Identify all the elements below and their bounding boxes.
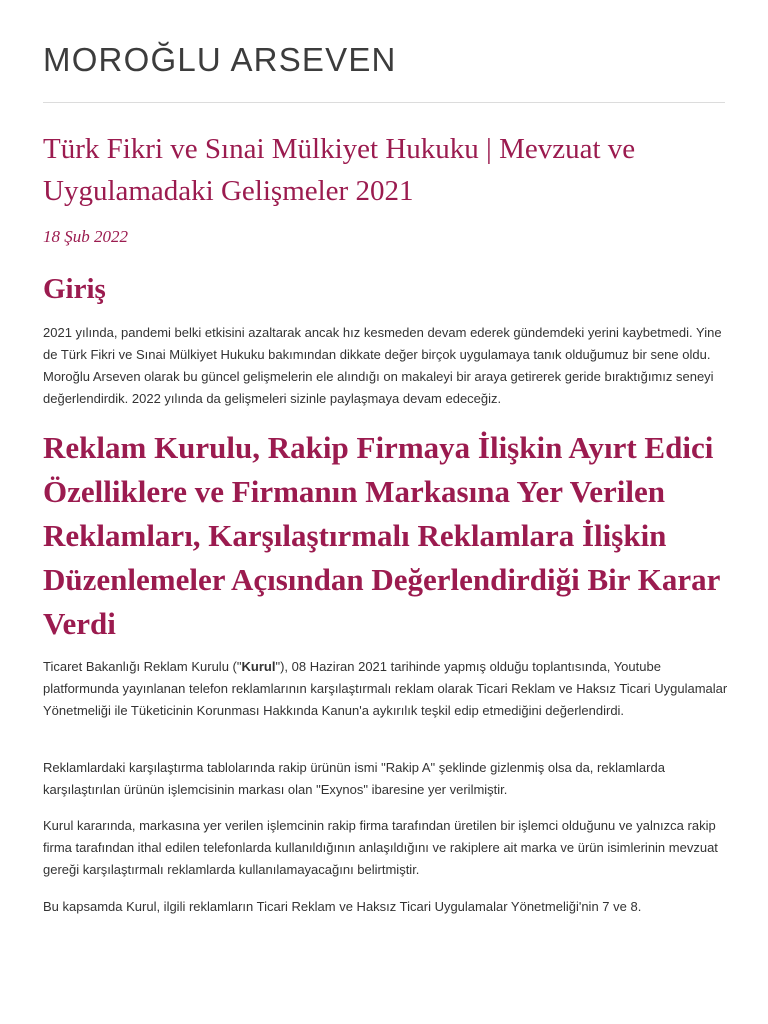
section-heading: Reklam Kurulu, Rakip Firmaya İlişkin Ayırt Edici Özelliklere ve Firmanın Markasına Yer Verilen Reklamları, Karşılaştırmalı Reklamlara İlişkin Düzenlemeler Açısından Değerlendirdiği Bir Karar Verdi <box>43 430 720 641</box>
intro-paragraph: 2021 yılında, pandemi belki etkisini azaltarak ancak hız kesmeden devam ederek gündemdeki yerini kaybetmedi. Yine de Türk Fikri ve Sınai Mülkiyet Hukuku bakımından dikkate değer birçok uygulamaya tanık olduğumuz bir sene oldu. Moroğlu Arseven olarak bu güncel gelişmelerin ele alındığı on makaleyi bir araya getirerek geride bıraktığımız seneyi değerlendirdik. 2022 yılında da gelişmeleri sizinle paylaşmaya devam edeceğiz. <box>43 325 722 406</box>
article-title: Türk Fikri ve Sınai Mülkiyet Hukuku | Mevzuat ve Uygulamadaki Gelişmeler 2021 <box>43 133 636 207</box>
body-paragraph-2: Reklamlardaki karşılaştırma tablolarında rakip ürünün ismi "Rakip A" şeklinde gizlenmiş olsa da, reklamlarda karşılaştırılan ürünün işlemcisinin markası olan "Exynos" ibaresine yer verilmiştir. <box>43 760 665 797</box>
p1-text-after: "), 08 Haziran 2021 tarihinde yapmış olduğu toplantısında, Youtube platformunda yayınlanan telefon reklamlarının karşılaştırmalı reklam olarak Ticari Reklam ve Haksız Ticari Uygulamalar Yönetmeliği ile Tüketicinin Korunması Hakkında Kanun'a aykırılık teşkil edip etmediğini değerlendirdi. <box>43 659 728 718</box>
intro-heading: Giriş <box>43 273 106 305</box>
p1-text-before: Ticaret Bakanlığı Reklam Kurulu (" <box>43 659 242 674</box>
body-paragraph-4: Bu kapsamda Kurul, ilgili reklamların Ticari Reklam ve Haksız Ticari Uygulamalar Yönetmeliği'nin 7 ve 8. <box>43 899 642 914</box>
body-paragraph-3: Kurul kararında, markasına yer verilen işlemcinin rakip firma tarafından üretilen bir işlemci olduğunu ve yalnızca rakip firma tarafından ithal edilen telefonlarda kullanıldığının anlaşıldığını ve rakiplere ait marka ve ürün isimlerinin mevzuat gereği karşılaştırmalı reklamlarda kullanılamayacağını belirtmiştir. <box>43 818 718 877</box>
article-date: 18 Şub 2022 <box>43 227 128 246</box>
body-paragraph-1 <box>43 656 733 722</box>
p1-bold-term: Kurul <box>241 659 276 674</box>
site-logo[interactable]: MOROĞLU ARSEVEN <box>43 41 397 78</box>
header-divider <box>43 102 725 103</box>
